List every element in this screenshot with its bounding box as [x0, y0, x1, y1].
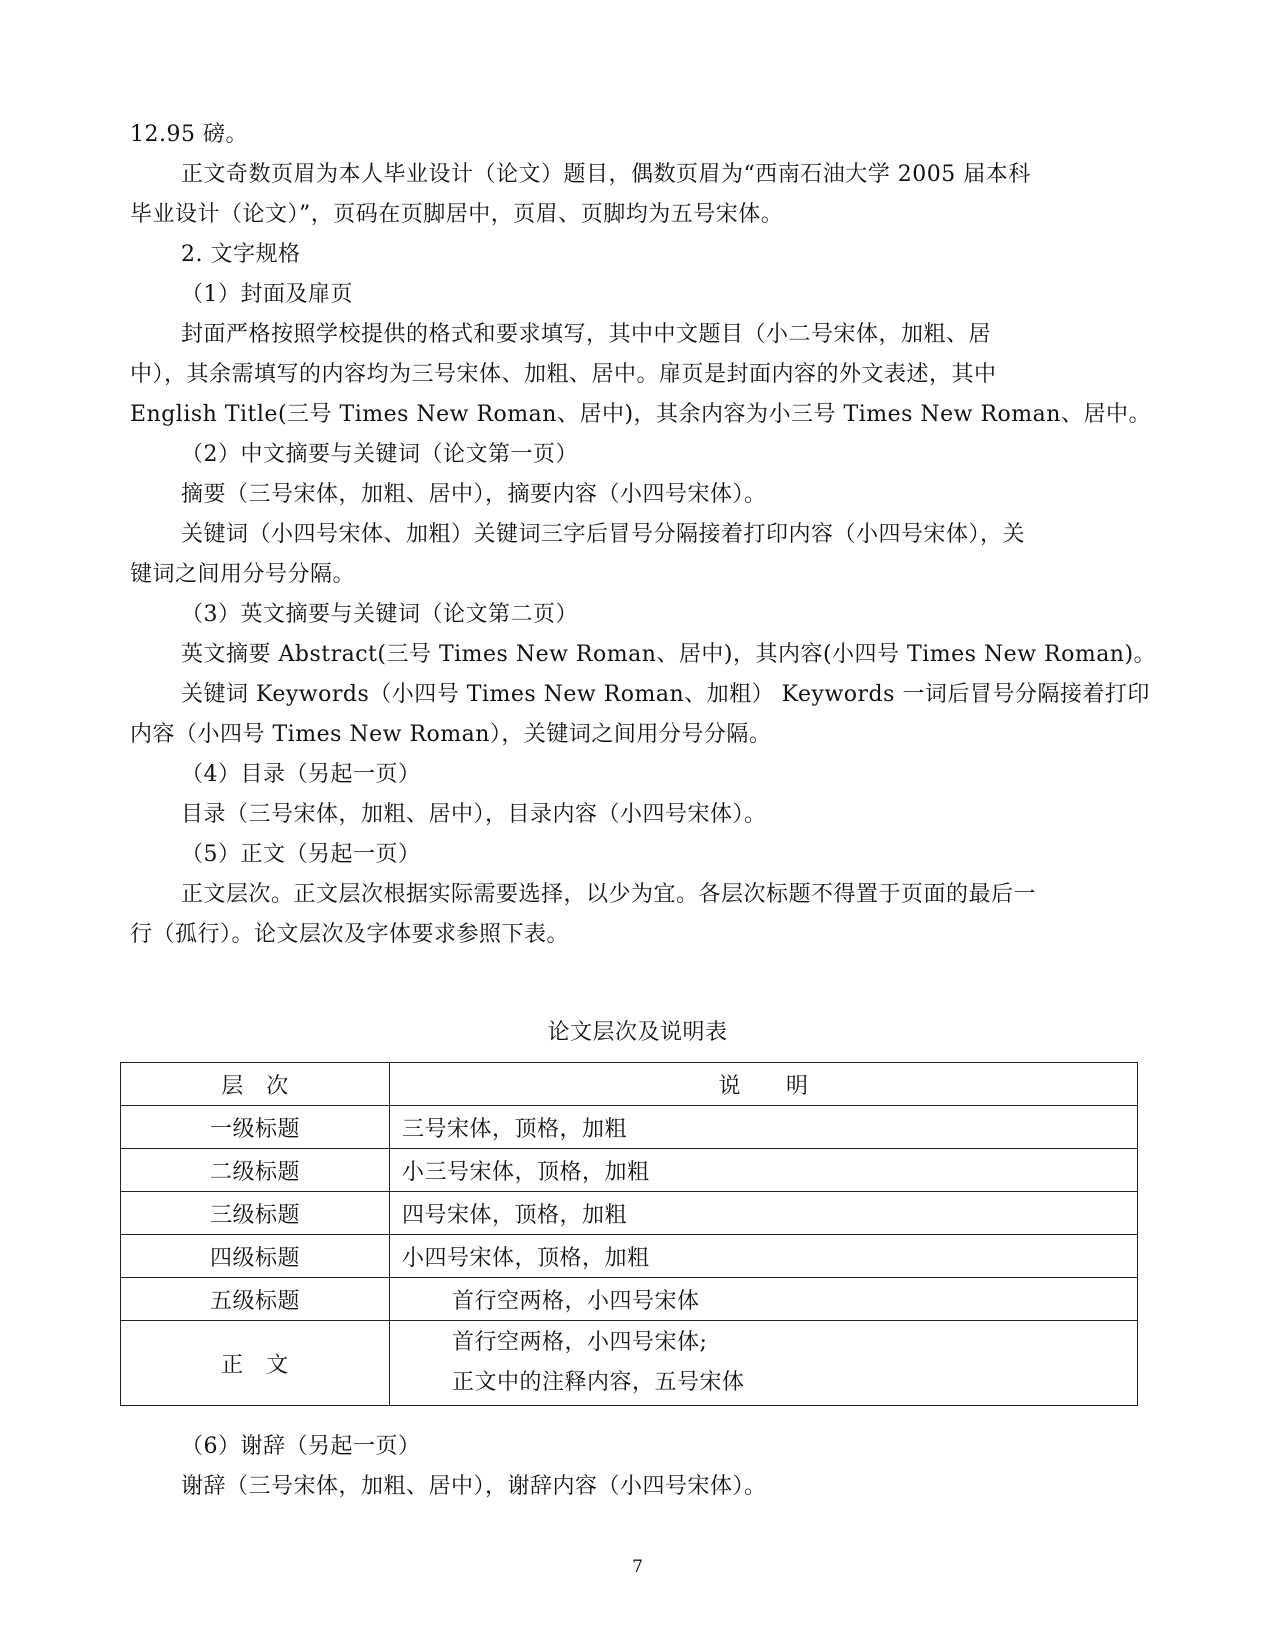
table-row [121, 1278, 1138, 1321]
body-line: 目录（三号宋体，加粗、居中），目录内容（小四号宋体）。 [181, 802, 767, 827]
subsection-heading: （5）正文（另起一页） [181, 842, 421, 867]
table-cell-desc-line: 正文中的注释内容，五号宋体 [452, 1370, 745, 1395]
table-row [121, 1149, 1138, 1192]
table-title: 论文层次及说明表 [547, 1020, 728, 1045]
levels-table [120, 1062, 1138, 1406]
body-line: 12.95 磅。 [130, 122, 248, 147]
body-line: 英文摘要 Abstract(三号 Times New Roman、居中)，其内容(小四号 Times New Roman)。 [181, 642, 1157, 667]
table-cell-desc: 首行空两格，小四号宋体 [390, 1278, 1138, 1321]
body-line: English Title(三号 Times New Roman、居中)，其余内容为小三号 Times New Roman、居中。 [130, 402, 1151, 427]
table-cell-level: 四级标题 [121, 1235, 390, 1278]
body-line: 键词之间用分号分隔。 [130, 562, 356, 587]
page-number: 7 [632, 1557, 643, 1577]
body-line: 正文奇数页眉为本人毕业设计（论文）题目，偶数页眉为“西南石油大学 2005 届本科 [181, 162, 1031, 187]
table-cell-level: 三级标题 [121, 1192, 390, 1235]
table-cell-desc: 三号宋体，顶格，加粗 [390, 1106, 1138, 1149]
table-header-cell: 说 明 [390, 1063, 1138, 1106]
subsection-heading: （3）英文摘要与关键词（论文第二页） [181, 602, 578, 627]
body-line: 行（孤行）。论文层次及字体要求参照下表。 [130, 922, 570, 947]
table-header-cell: 层 次 [121, 1063, 390, 1106]
body-line: 毕业设计（论文）”，页码在页脚居中，页眉、页脚均为五号宋体。 [130, 202, 784, 227]
table-cell-desc [390, 1321, 1138, 1406]
table-header-row [121, 1063, 1138, 1106]
table-cell-desc: 小四号宋体，顶格，加粗 [390, 1235, 1138, 1278]
body-line: 关键词 Keywords（小四号 Times New Roman、加粗） Keywords 一词后冒号分隔接着打印 [181, 682, 1150, 707]
body-line: 关键词（小四号宋体、加粗）关键词三字后冒号分隔接着打印内容（小四号宋体），关 [181, 522, 1026, 547]
body-line: 谢辞（三号宋体，加粗、居中），谢辞内容（小四号宋体）。 [181, 1474, 767, 1499]
table-cell-level: 一级标题 [121, 1106, 390, 1149]
body-line: 中），其余需填写的内容均为三号宋体、加粗、居中。扉页是封面内容的外文表述，其中 [130, 362, 997, 387]
table-cell-level: 五级标题 [121, 1278, 390, 1321]
table-cell-desc: 四号宋体，顶格，加粗 [390, 1192, 1138, 1235]
subsection-heading: （2）中文摘要与关键词（论文第一页） [181, 442, 578, 467]
table-cell-desc-line: 首行空两格，小四号宋体; [452, 1330, 708, 1355]
table-row [121, 1192, 1138, 1235]
body-line: 内容（小四号 Times New Roman），关键词之间用分号分隔。 [130, 722, 772, 747]
subsection-heading: （4）目录（另起一页） [181, 762, 421, 787]
table-cell-level: 正 文 [121, 1321, 390, 1406]
body-line: 正文层次。正文层次根据实际需要选择，以少为宜。各层次标题不得置于页面的最后一 [181, 882, 1037, 907]
section-heading: 2. 文字规格 [181, 242, 301, 267]
table-row [121, 1235, 1138, 1278]
body-line: 摘要（三号宋体，加粗、居中），摘要内容（小四号宋体）。 [181, 482, 767, 507]
subsection-heading: （1）封面及扉页 [181, 282, 353, 307]
subsection-heading: （6）谢辞（另起一页） [181, 1434, 421, 1459]
table-row [121, 1321, 1138, 1406]
table-row [121, 1106, 1138, 1149]
body-line: 封面严格按照学校提供的格式和要求填写，其中中文题目（小二号宋体，加粗、居 [181, 322, 992, 347]
table-cell-level: 二级标题 [121, 1149, 390, 1192]
table-cell-desc: 小三号宋体，顶格，加粗 [390, 1149, 1138, 1192]
